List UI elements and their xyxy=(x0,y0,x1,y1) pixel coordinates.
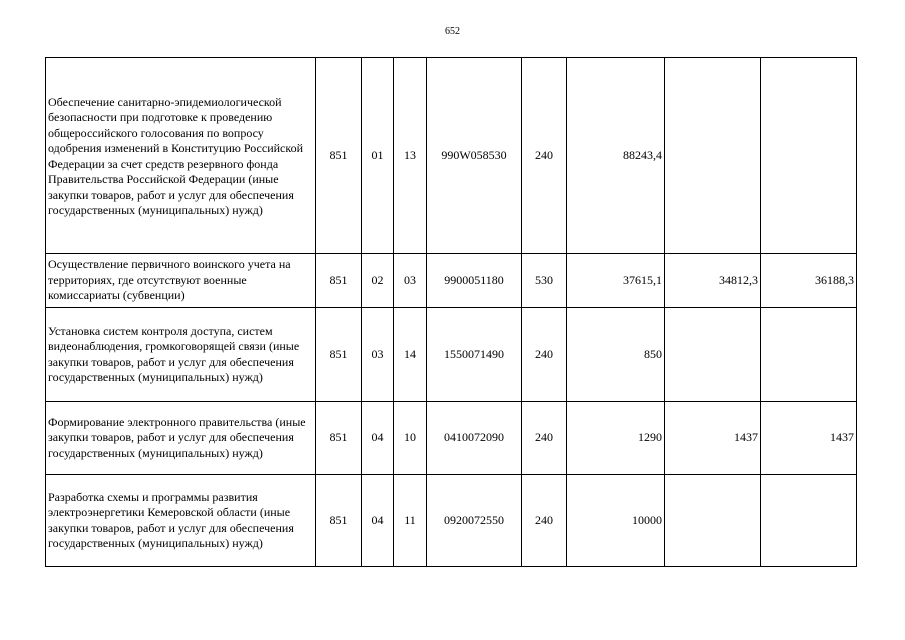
amount-year-2: 34812,3 xyxy=(665,254,761,308)
amount-year-1: 88243,4 xyxy=(567,58,665,254)
row-name: Формирование электронного правительства (иные закупки товаров, работ и услуг для обеспечения государственных (муниципальных) нужд) xyxy=(46,402,316,475)
target-article-code: 990W058530 xyxy=(427,58,522,254)
row-name: Обеспечение санитарно-эпидемиологической безопасности при подготовке к проведению общероссийского голосования по вопросу одобрения изменений в Конституцию Российской Федерации за счет средств резервного фонда Правительства Российской Федерации (иные закупки товаров, работ и услуг для обеспечения государственных (муниципальных) нужд) xyxy=(46,58,316,254)
table-row xyxy=(46,254,857,308)
subsection-code: 14 xyxy=(394,308,427,402)
amount-year-2 xyxy=(665,475,761,567)
amount-year-3: 36188,3 xyxy=(761,254,857,308)
table-row xyxy=(46,402,857,475)
table-row xyxy=(46,308,857,402)
target-article-code: 1550071490 xyxy=(427,308,522,402)
target-article-code: 0410072090 xyxy=(427,402,522,475)
expense-type-code: 240 xyxy=(522,402,567,475)
budget-table xyxy=(45,57,857,567)
ministry-code: 851 xyxy=(316,254,362,308)
table-row xyxy=(46,58,857,254)
page-number: 652 xyxy=(445,26,460,37)
row-name: Разработка схемы и программы развития электроэнергетики Кемеровской области (иные закупки товаров, работ и услуг для обеспечения государственных (муниципальных) нужд) xyxy=(46,475,316,567)
row-name: Осуществление первичного воинского учета на территориях, где отсутствуют военные комиссариаты (субвенции) xyxy=(46,254,316,308)
amount-year-2 xyxy=(665,58,761,254)
section-code: 04 xyxy=(362,402,394,475)
expense-type-code: 240 xyxy=(522,308,567,402)
amount-year-3 xyxy=(761,58,857,254)
amount-year-2 xyxy=(665,308,761,402)
ministry-code: 851 xyxy=(316,308,362,402)
section-code: 02 xyxy=(362,254,394,308)
subsection-code: 13 xyxy=(394,58,427,254)
amount-year-3: 1437 xyxy=(761,402,857,475)
amount-year-1: 1290 xyxy=(567,402,665,475)
ministry-code: 851 xyxy=(316,402,362,475)
section-code: 03 xyxy=(362,308,394,402)
expense-type-code: 530 xyxy=(522,254,567,308)
subsection-code: 11 xyxy=(394,475,427,567)
amount-year-3 xyxy=(761,475,857,567)
section-code: 04 xyxy=(362,475,394,567)
amount-year-1: 850 xyxy=(567,308,665,402)
amount-year-3 xyxy=(761,308,857,402)
amount-year-2: 1437 xyxy=(665,402,761,475)
expense-type-code: 240 xyxy=(522,475,567,567)
table-row xyxy=(46,475,857,567)
ministry-code: 851 xyxy=(316,58,362,254)
target-article-code: 0920072550 xyxy=(427,475,522,567)
row-name: Установка систем контроля доступа, систем видеонаблюдения, громкоговорящей связи (иные закупки товаров, работ и услуг для обеспечения государственных (муниципальных) нужд) xyxy=(46,308,316,402)
amount-year-1: 10000 xyxy=(567,475,665,567)
subsection-code: 03 xyxy=(394,254,427,308)
target-article-code: 9900051180 xyxy=(427,254,522,308)
ministry-code: 851 xyxy=(316,475,362,567)
expense-type-code: 240 xyxy=(522,58,567,254)
section-code: 01 xyxy=(362,58,394,254)
amount-year-1: 37615,1 xyxy=(567,254,665,308)
subsection-code: 10 xyxy=(394,402,427,475)
